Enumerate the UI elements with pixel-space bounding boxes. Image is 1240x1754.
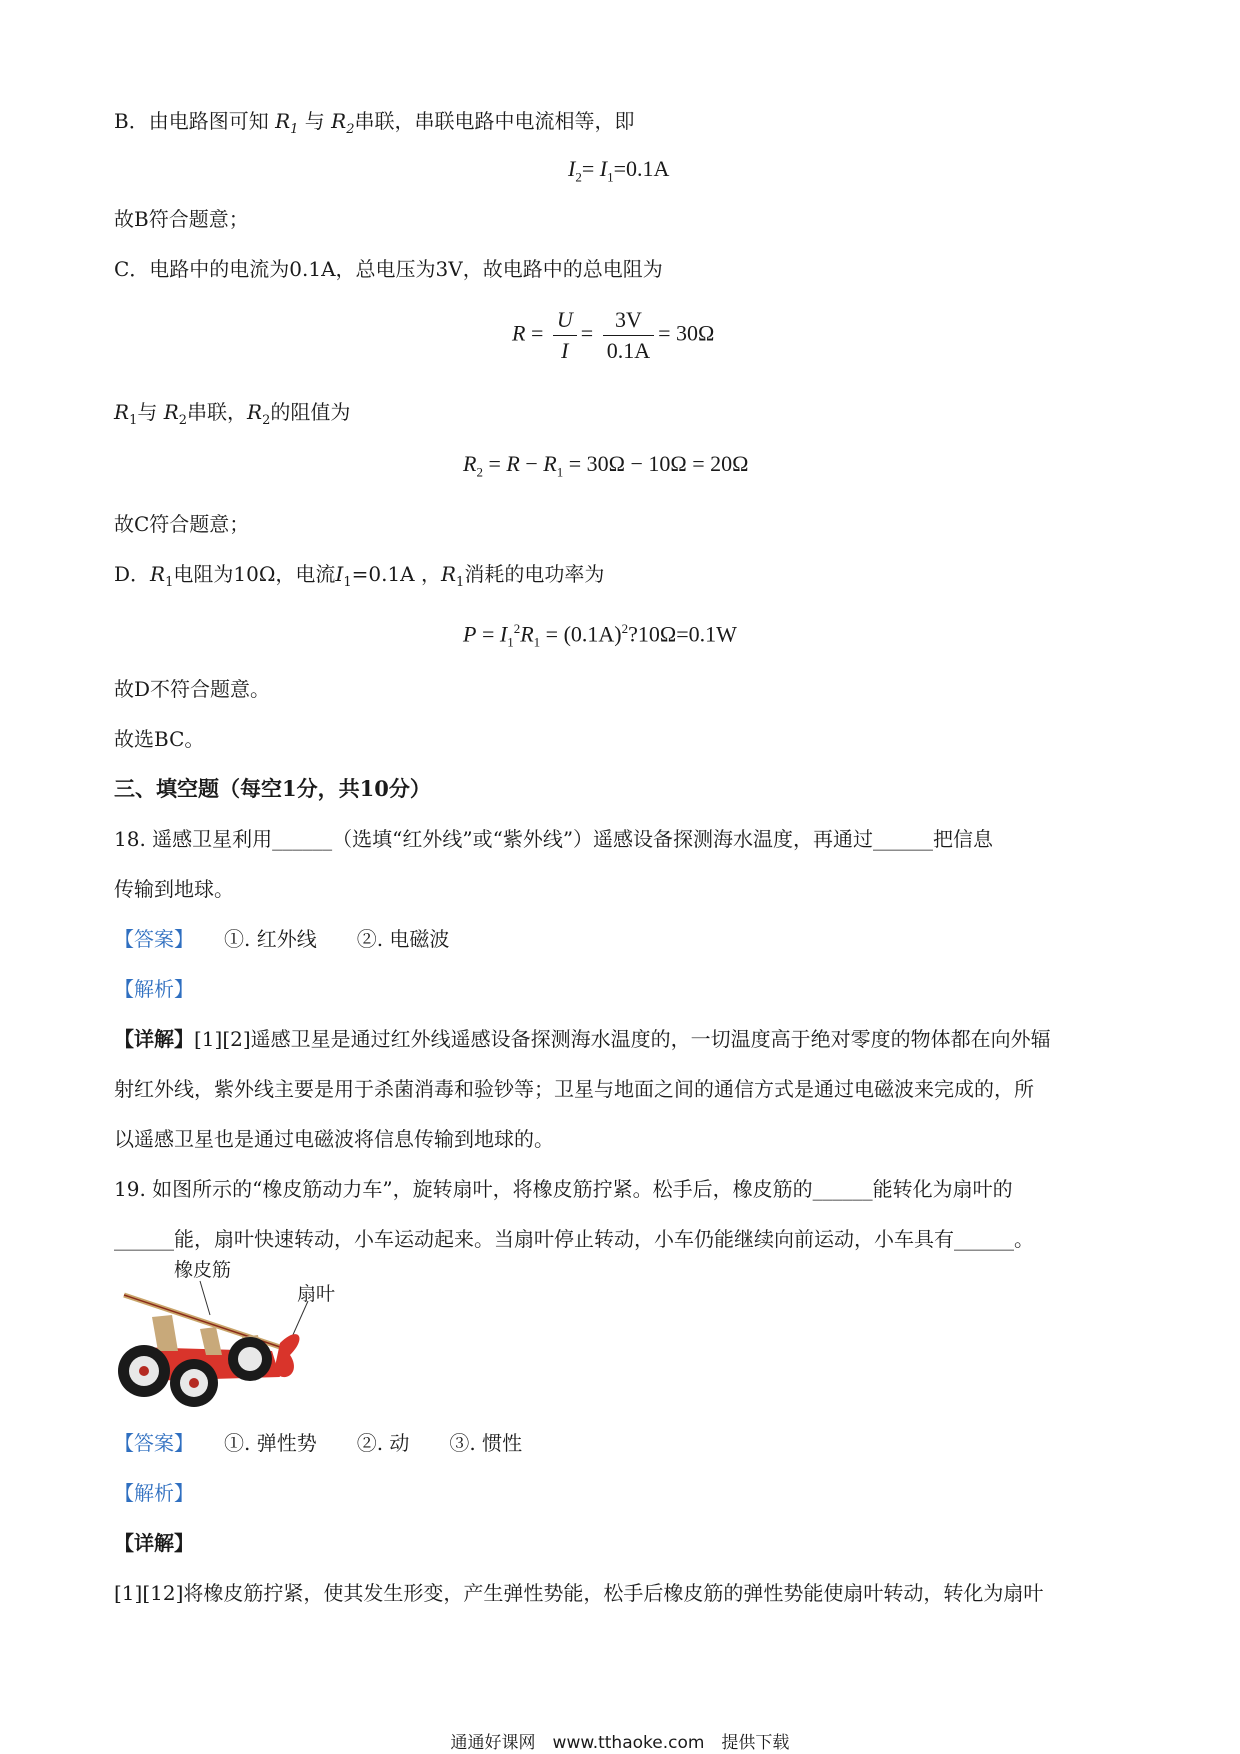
q19-detail1: [1][12]将橡皮筋拧紧，使其发生形变，产生弹性势能，松手后橡皮筋的弹性势能使扇叶转动，转化为扇叶 [114,1581,1044,1605]
rubber-band-car-figure [112,1255,344,1407]
text: 串联，串联电路中电流相等，即 [354,109,635,133]
q19-line2: ______能，扇叶快速转动，小车运动起来。当扇叶停止转动，小车仍能继续向前运动，小车具有______。 [114,1227,1034,1251]
eq-value: =0.1A [613,156,670,181]
q18-line2: 传输到地球。 [114,877,234,901]
text: D． [114,562,151,586]
q19-answer [114,1430,522,1456]
figure-label-band: 橡皮筋 [174,1259,232,1281]
var-r1: $R_1$ [275,109,299,137]
fraction-numerator: U [553,305,577,336]
fraction-numerator: 3V [603,305,654,336]
option-b-conclusion: 故B符合题意； [114,207,249,231]
q18-detail2: 射红外线，紫外线主要是用于杀菌消毒和验钞等；卫星与地面之间的通信方式是通过电磁波来完成的，所 [114,1077,1034,1101]
text: 消耗的电功率为 [464,562,605,586]
page-footer: 通通好课网 www.tthaoke.com 提供下载 [450,1733,790,1753]
option-d-conclusion: 故D不符合题意。 [114,677,271,701]
q19-detail-tag: 【详解】 [114,1531,194,1555]
fraction-denominator: I [561,338,569,363]
section-title: 三、填空题（每空1分，共10分） [114,776,431,801]
eq-value: ?10Ω=0.1W [628,621,737,647]
text: 与 [304,109,325,133]
equation-total-resistance: R = $\frac{U}{I}$ = $\frac{3V}{0.1A}$ = 30Ω [512,305,714,366]
option-c-conclusion: 故C符合题意； [114,512,250,536]
q18-detail3: 以遥感卫星也是通过电磁波将信息传输到地球的。 [114,1127,554,1151]
answer-tag: 【答案】 [114,927,184,951]
text: 的阻值为 [270,400,351,424]
eq-value: = 30Ω − 10Ω = 20Ω [568,451,749,476]
option-b-intro [114,108,634,143]
option-c-intro: C．电路中的电流为0.1A，总电压为3V，故电路中的总电阻为 [114,257,663,281]
eq-value: = 30Ω [658,320,715,346]
option-c-r2-text: $R_1$与 $R_2$串联，$R_2$的阻值为 [114,400,351,428]
equation-r2: $R_2 = R - R_1 = 30\Omega - 10\Omega = 20\Omega$ [463,451,749,480]
answer-text: ①. 弹性势 ②. 动 ③. 惯性 [224,1431,523,1455]
var-r2: $R_2$ [331,109,355,137]
text: 电阻为10Ω，电流 [173,562,336,586]
q19-analysis-tag: 【解析】 [114,1481,194,1505]
answer-tag: 【答案】 [114,1431,184,1455]
equation-current: $I_2= I_1=0.1A$ [568,156,670,185]
text: B．由电路图可知 [114,109,269,133]
q18-analysis-tag: 【解析】 [114,977,194,1001]
q18-answer [114,926,449,952]
fraction-denominator: 0.1A [606,338,651,363]
detail-tag: 【详解】 [114,1027,194,1051]
equation-power: $P = I_1^2R_1$ = $(0.1A)^2?10\Omega=0.1W$ [463,621,737,650]
figure-label-fan: 扇叶 [297,1283,336,1305]
q18-line1: 18. 遥感卫星利用______（选填“红外线”或“紫外线”）遥感设备探测海水温度，再通过______把信息 [114,827,994,851]
q18-detail1 [114,1026,1051,1052]
text: 串联， [187,400,248,424]
q19-line1: 19. 如图所示的“橡皮筋动力车”，旋转扇叶，将橡皮筋拧紧。松手后，橡皮筋的______能转化为扇叶的 [114,1177,1013,1201]
final-answer: 故选BC。 [114,727,205,751]
text: =0.1A ， [351,562,441,586]
text: 与 [137,400,158,424]
eq-value: = (0.1A) [545,621,622,647]
option-d-intro: D．$R_1$电阻为10Ω，电流$I_1=0.1A$ ，$R_1$消耗的电功率为 [114,562,605,590]
answer-text: ①. 红外线 ②. 电磁波 [224,927,450,951]
detail-text: [1][2]遥感卫星是通过红外线遥感设备探测海水温度的，一切温度高于绝对零度的物体都在向外辐 [194,1027,1051,1051]
